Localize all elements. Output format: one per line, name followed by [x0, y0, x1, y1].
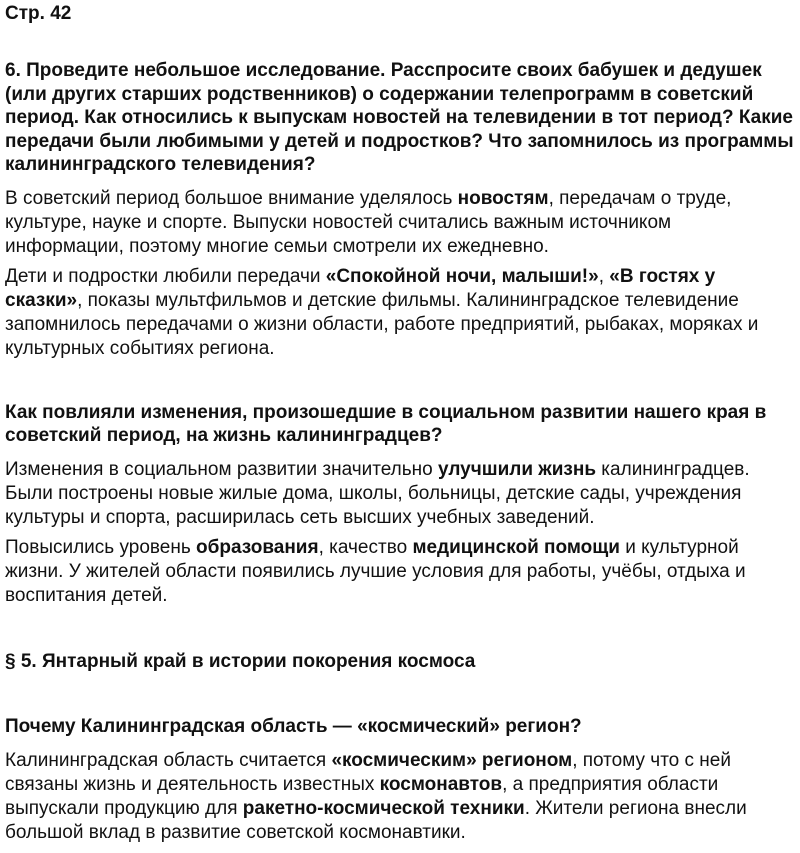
- text-run: ,: [598, 265, 610, 287]
- text-run: , передачам о труде, культуре, науке и спорте. Выпуски новостей считались важным источником информации, поэтому многие семьи смотрели их ежедневно.: [5, 187, 732, 257]
- bold-text: образования: [196, 536, 319, 558]
- answer-6-paragraph-1: [5, 187, 794, 259]
- text-run: , качество: [318, 536, 413, 558]
- bold-text: медицинской помощи: [412, 536, 620, 558]
- bold-text: космонавтов: [379, 773, 503, 795]
- text-run: и культурной жизни. У жителей области появились лучшие условия для работы, учёбы, отдыха и воспитания детей.: [5, 536, 746, 606]
- answer-6-paragraph-2: [5, 265, 794, 361]
- text-run: , показы мультфильмов и детские фильмы. Калининградское телевидение запомнилось передачами о жизни области, работе предприятий, рыбаках, моряках и культурных событиях региона.: [5, 289, 759, 359]
- page-number: Стр. 42: [5, 3, 72, 24]
- question-6-heading: 6. Проведите небольшое исследование. Расспросите своих бабушек и дедушек (или других старших родственников) о содержании телепрограмм в советский период. Как относились к выпускам новостей на телевидении в тот период? Какие передачи были любимыми у детей и подростков? Что запомнилось из программы калининградского телевидения?: [5, 60, 794, 175]
- text-run: Повысились уровень: [5, 536, 197, 558]
- question-7-heading: Как повлияли изменения, произошедшие в социальном развитии нашего края в советский период, на жизнь калининградцев?: [5, 401, 767, 446]
- text-run: Изменения в социальном развитии значительно: [5, 458, 438, 480]
- section-heading: § 5. Янтарный край в истории покорения космоса: [5, 650, 476, 672]
- question-8-heading: Почему Калининградская область — «космический» регион?: [5, 716, 582, 737]
- bold-text: улучшили жизнь: [438, 458, 597, 480]
- answer-8-paragraph-1: [5, 749, 794, 845]
- bold-text: «Спокойной ночи, малыши!»: [325, 265, 599, 287]
- text-run: калининградцев. Были построены новые жилые дома, школы, больницы, детские сады, учреждения культуры и спорта, расширилась сеть высших учебных заведений.: [5, 458, 750, 528]
- answer-7-paragraph-1: [5, 458, 794, 530]
- bold-text: новостям: [457, 187, 549, 209]
- bold-text: ракетно-космической техники: [242, 797, 525, 819]
- text-run: , а предприятия области выпускали продукцию для: [5, 773, 719, 819]
- text-run: , потому что с ней связаны жизнь и деятельность известных: [5, 749, 731, 795]
- text-run: Дети и подростки любили передачи: [5, 265, 326, 287]
- text-run: В советский период большое внимание уделялось: [5, 187, 458, 209]
- answer-7-paragraph-2: [5, 536, 794, 608]
- bold-text: «В гостях у сказки»: [5, 265, 716, 311]
- text-run: . Жители региона внесли большой вклад в развитие советской космонавтики.: [5, 797, 747, 843]
- text-run: Калининградская область считается: [5, 749, 332, 771]
- bold-text: «космическим» регионом: [331, 749, 573, 771]
